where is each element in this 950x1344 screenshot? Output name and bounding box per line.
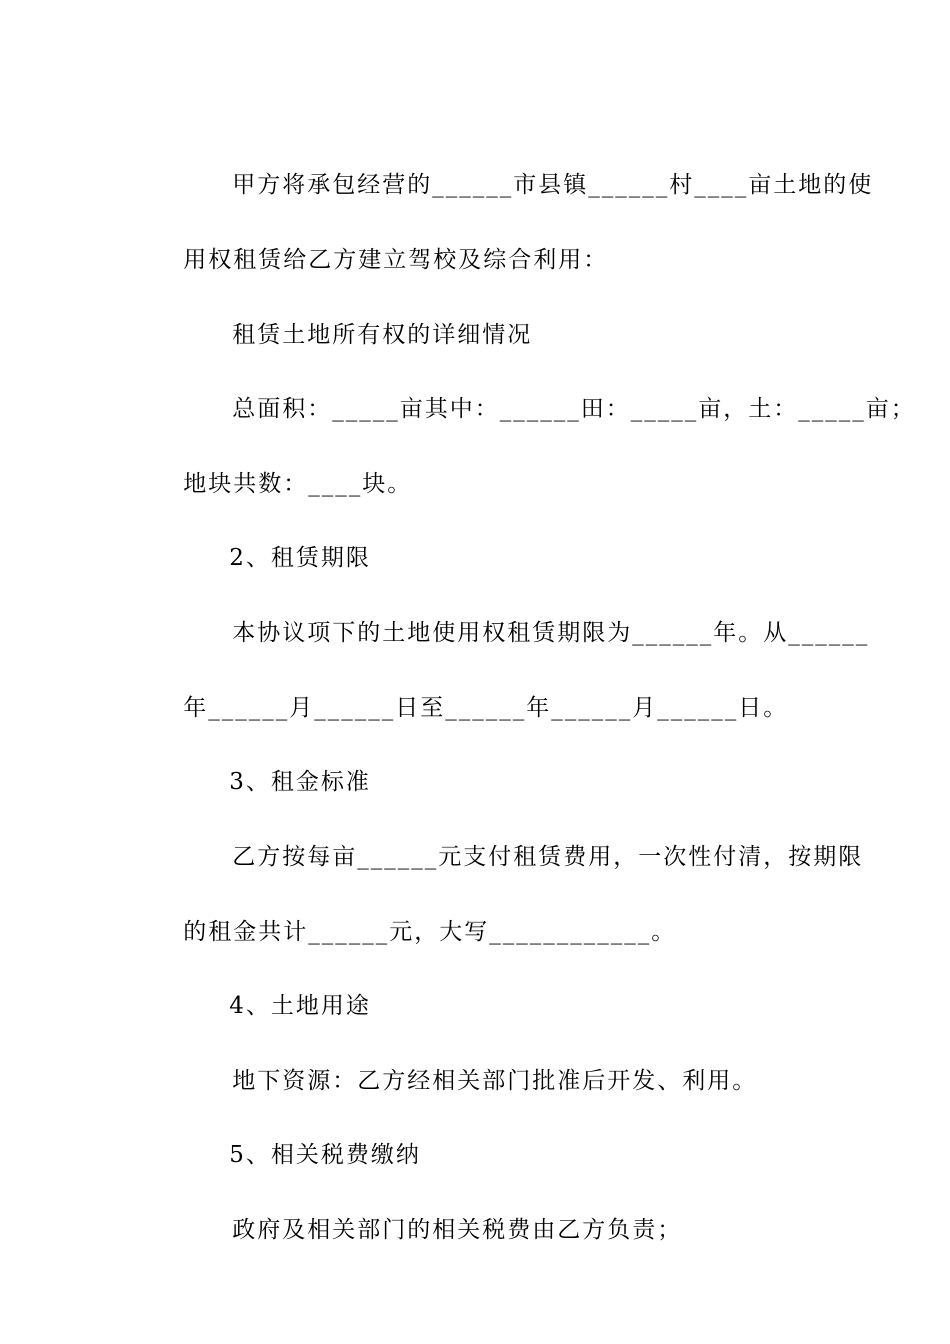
fill-blank-end-month: ______ <box>551 695 633 721</box>
text-segment: 年。从 <box>713 620 789 646</box>
text-segment: 乙方按每亩 <box>232 844 358 870</box>
text-segment: 2、租赁期限 <box>229 545 371 571</box>
text-segment: 元，大写 <box>389 919 490 945</box>
text-segment: 元支付租赁费用，一次性付清，按期限 <box>438 844 864 870</box>
fill-blank-end-day: ______ <box>657 695 739 721</box>
fill-blank-field-acres: _____ <box>630 396 699 422</box>
taxes-line <box>195 1182 682 1278</box>
text-segment: 亩土地的使 <box>748 172 874 198</box>
text-segment: 。 <box>651 919 677 945</box>
text-segment: 市县镇 <box>513 172 589 198</box>
text-segment: 租赁土地所有权的详细情况 <box>232 322 533 348</box>
fill-blank-total-rent: ______ <box>308 919 390 945</box>
fill-blank-field: ______ <box>499 396 581 422</box>
text-segment: 的租金共计 <box>183 919 309 945</box>
text-segment: 本协议项下的土地使用权租赁期限为 <box>232 620 633 646</box>
fill-blank-rent-words: ____________ <box>489 919 652 945</box>
fill-blank-total-area: _____ <box>332 396 400 422</box>
text-segment: 总面积： <box>232 396 333 422</box>
fill-blank-town: ______ <box>588 172 670 198</box>
fill-blank-start-day: ______ <box>314 695 396 721</box>
fill-blank-years: ______ <box>632 620 714 646</box>
text-segment: 地块共数： <box>183 471 309 497</box>
text-segment: 亩； <box>865 396 916 422</box>
text-segment: 月 <box>632 695 658 721</box>
text-segment: 5、相关税费缴纳 <box>229 1142 421 1168</box>
text-segment: 亩其中： <box>399 396 500 422</box>
text-segment: 政府及相关部门的相关税费由乙方负责； <box>232 1217 683 1243</box>
text-segment: 年 <box>526 695 552 721</box>
fill-blank-plots: ____ <box>308 471 363 497</box>
fill-blank-city: ______ <box>432 172 514 198</box>
text-segment: 亩，土： <box>698 396 799 422</box>
text-segment: 甲方将承包经营的 <box>232 172 433 198</box>
fill-blank-end-year: ______ <box>445 695 527 721</box>
fill-blank-soil-acres: _____ <box>798 396 866 422</box>
text-segment: 4、土地用途 <box>229 993 371 1019</box>
text-segment: 田： <box>580 396 631 422</box>
fill-blank-start-month: ______ <box>208 695 290 721</box>
text-segment: 块。 <box>362 471 413 497</box>
fill-blank-per-acre: ______ <box>357 844 439 870</box>
text-segment: 日。 <box>738 695 789 721</box>
text-segment: 用权租赁给乙方建立驾校及综合利用： <box>183 247 609 273</box>
text-segment: 年 <box>183 695 209 721</box>
text-segment: 月 <box>289 695 315 721</box>
text-segment: 3、租金标准 <box>229 769 371 795</box>
text-segment: 村 <box>669 172 695 198</box>
fill-blank-acres: ____ <box>694 172 749 198</box>
text-segment: 地下资源：乙方经相关部门批准后开发、利用。 <box>232 1068 758 1094</box>
text-segment: 日至 <box>395 695 446 721</box>
fill-blank-start-year: ______ <box>788 620 870 646</box>
